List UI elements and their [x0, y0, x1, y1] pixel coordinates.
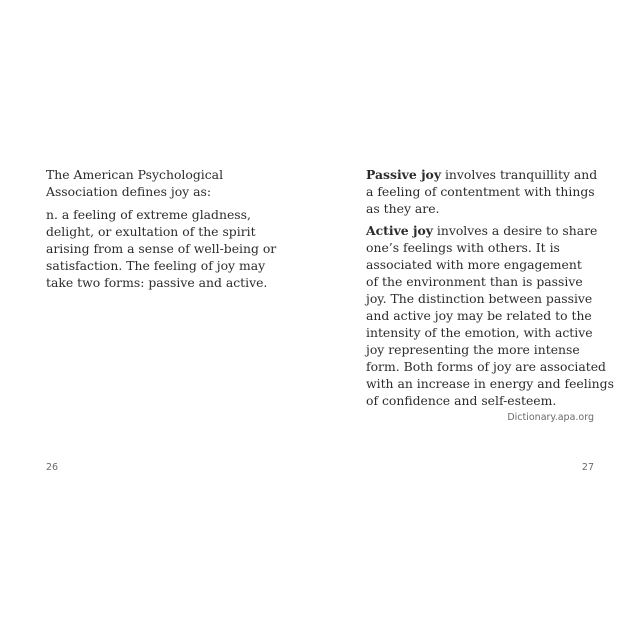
definition-line: n. a feeling of extreme gladness, [46, 207, 251, 222]
right-page [320, 0, 640, 640]
passive-joy-term: Passive joy [366, 167, 442, 182]
active-joy-first-line-text: involves a desire to share [432, 223, 598, 238]
active-joy-paragraph [366, 222, 614, 409]
intro-paragraph [46, 166, 223, 200]
definition-line: take two forms: passive and active. [46, 275, 268, 290]
active-joy-line: intensity of the emotion, with active [366, 325, 593, 340]
passive-joy-line: a feeling of contentment with things [366, 184, 595, 199]
active-joy-first-line [366, 222, 614, 239]
passive-joy-first-line [366, 166, 597, 183]
definition-line: arising from a sense of well-being or [46, 241, 277, 256]
passive-joy-paragraph [366, 166, 597, 217]
definition-paragraph [46, 206, 276, 291]
active-joy-line: associated with more engagement [366, 257, 582, 272]
passive-joy-line: as they are. [366, 201, 440, 216]
active-joy-line: of the environment than is passive [366, 274, 583, 289]
active-joy-line: form. Both forms of joy are associated [366, 359, 606, 374]
definition-line: delight, or exultation of the spirit [46, 224, 256, 239]
active-joy-line: one’s feelings with others. It is [366, 240, 560, 255]
active-joy-line: joy. The distinction between passive [366, 291, 593, 306]
page-number-left: 26 [46, 462, 59, 473]
active-joy-line: and active joy may be related to the [366, 308, 592, 323]
active-joy-term: Active joy [366, 223, 433, 238]
page-number-right: 27 [581, 462, 594, 473]
source-citation: Dictionary.apa.org [507, 412, 594, 423]
intro-line: The American Psychological [46, 167, 224, 182]
passive-joy-first-line-text: involves tranquillity and [441, 167, 598, 182]
definition-line: satisfaction. The feeling of joy may [46, 258, 266, 273]
active-joy-line: with an increase in energy and feelings [366, 376, 614, 391]
intro-line: Association defines joy as: [46, 184, 212, 199]
active-joy-line: joy representing the more intense [366, 342, 580, 357]
active-joy-line: of confidence and self-esteem. [366, 393, 557, 408]
